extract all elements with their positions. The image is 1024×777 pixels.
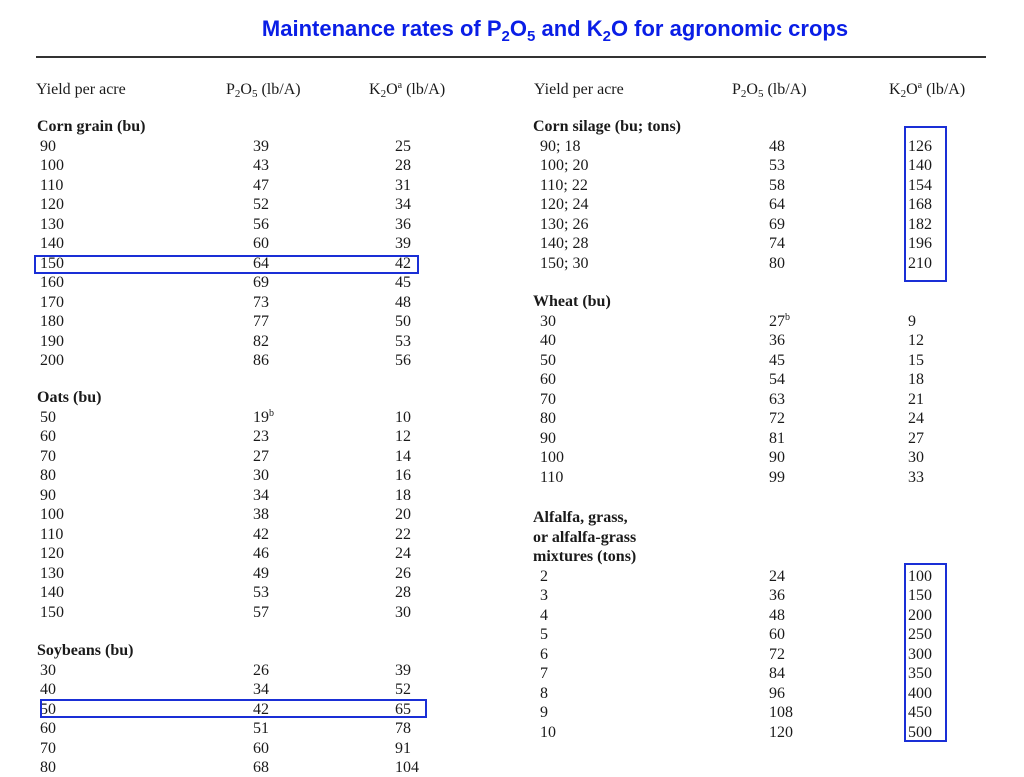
k2o-cell: 500 — [908, 723, 932, 741]
k2o-cell: 15 — [908, 351, 924, 369]
yield-cell: 80 — [540, 410, 556, 427]
k2o-cell: 30 — [908, 449, 924, 466]
p2o5-cell: 53 — [253, 584, 269, 601]
highlight-corn-silage-k2o — [904, 126, 947, 282]
k2o-cell: 22 — [395, 525, 411, 543]
section-title: Wheat (bu) — [533, 293, 611, 310]
k2o-cell: 12 — [395, 428, 411, 445]
yield-cell: 130 — [40, 564, 64, 582]
k2o-cell: 30 — [395, 603, 411, 621]
k2o-cell: 14 — [395, 447, 411, 465]
left-header-p2o5: $P_2O_5$ (lb/A) — [226, 81, 301, 100]
p2o5-cell: 99 — [769, 468, 785, 486]
p2o5-cell: 39 — [253, 137, 269, 155]
yield-cell: 140 — [40, 235, 64, 252]
p2o5-cell: 72 — [769, 410, 785, 427]
p2o5-cell: 36 — [769, 587, 785, 604]
k2o-cell: 27 — [908, 429, 924, 447]
yield-cell: 70 — [540, 390, 556, 408]
k2o-cell: 9 — [908, 312, 916, 330]
yield-cell: 6 — [540, 645, 548, 663]
yield-cell: 120; 24 — [540, 196, 589, 213]
k2o-cell: 39 — [395, 661, 411, 679]
yield-cell: 50 — [40, 700, 56, 718]
yield-cell: 100 — [540, 449, 564, 466]
yield-cell: 150 — [40, 603, 64, 621]
highlight-soybeans-50 — [40, 699, 427, 718]
yield-cell: 70 — [40, 447, 56, 465]
p2o5-cell: 54 — [769, 371, 785, 388]
p2o5-cell: 60 — [253, 235, 269, 252]
k2o-cell: 50 — [395, 313, 411, 330]
section-title: Oats (bu) — [37, 389, 102, 406]
k2o-cell: 39 — [395, 235, 411, 252]
k2o-cell: 196 — [908, 235, 932, 252]
p2o5-cell: 48 — [769, 606, 785, 624]
p2o5-cell: 108 — [769, 704, 793, 721]
yield-cell: 4 — [540, 606, 548, 624]
p2o5-cell: 72 — [769, 645, 785, 663]
p2o5-cell: 47 — [253, 176, 269, 194]
yield-cell: 2 — [540, 567, 548, 585]
p2o5-cell: 74 — [769, 235, 785, 252]
left-header-k2o: $K_2O^a$ (lb/A) — [369, 80, 446, 100]
p2o5-cell: 34 — [253, 486, 269, 504]
yield-cell: 60 — [40, 428, 56, 445]
k2o-cell: 53 — [395, 332, 411, 350]
k2o-cell: 182 — [908, 215, 932, 233]
right-header-p2o5: $P_2O_5$ (lb/A) — [732, 81, 807, 100]
yield-cell: 110; 22 — [540, 176, 588, 194]
section-title: Corn grain (bu) — [37, 118, 146, 135]
yield-cell: 5 — [540, 626, 548, 643]
footnote-marker: b — [785, 311, 790, 323]
k2o-cell: 24 — [395, 545, 411, 562]
p2o5-cell: 43 — [253, 157, 269, 174]
k2o-cell: 450 — [908, 704, 932, 721]
p2o5-cell: 63 — [769, 390, 785, 408]
yield-cell: 90 — [40, 137, 56, 155]
yield-cell: 9 — [540, 704, 548, 721]
k2o-cell: 168 — [908, 196, 932, 213]
k2o-cell: 18 — [395, 486, 411, 504]
p2o5-cell: 69 — [769, 215, 785, 233]
k2o-cell: 104 — [395, 759, 419, 776]
k2o-cell: 48 — [395, 293, 411, 311]
p2o5-cell: 64 — [253, 254, 269, 272]
k2o-cell: 52 — [395, 681, 411, 698]
p2o5-cell: 82 — [253, 332, 269, 350]
k2o-cell: 250 — [908, 626, 932, 643]
k2o-cell: 31 — [395, 176, 411, 194]
k2o-cell: 42 — [395, 254, 411, 272]
k2o-cell: 28 — [395, 157, 411, 174]
yield-cell: 130 — [40, 215, 64, 233]
left-header-yield: Yield per acre — [36, 81, 126, 98]
p2o5-cell: 38 — [253, 506, 269, 523]
p2o5-cell: 42 — [253, 525, 269, 543]
p2o5-cell — [253, 408, 274, 427]
yield-cell: 50 — [540, 351, 556, 369]
k2o-cell: 100 — [908, 567, 932, 585]
p2o5-cell: 27 — [253, 447, 269, 465]
yield-cell: 50 — [40, 408, 56, 426]
p2o5-cell: 120 — [769, 723, 793, 741]
yield-cell: 190 — [40, 332, 64, 350]
yield-cell: 170 — [40, 293, 64, 311]
header-rule — [36, 56, 986, 58]
yield-cell: 10 — [540, 723, 556, 741]
k2o-cell: 91 — [395, 739, 411, 757]
yield-cell: 3 — [540, 587, 548, 604]
yield-cell: 30 — [40, 661, 56, 679]
yield-cell: 90 — [540, 429, 556, 447]
yield-cell: 110 — [40, 525, 64, 543]
p2o5-cell: 51 — [253, 720, 269, 737]
yield-cell: 100 — [40, 157, 64, 174]
p2o5-cell: 48 — [769, 137, 785, 155]
k2o-cell: 24 — [908, 410, 924, 427]
p2o5-cell: 84 — [769, 665, 785, 682]
yield-cell: 160 — [40, 274, 64, 291]
k2o-cell: 26 — [395, 564, 411, 582]
k2o-cell: 126 — [908, 137, 932, 155]
p2o5-cell: 68 — [253, 759, 269, 776]
right-header-yield: Yield per acre — [534, 81, 624, 98]
yield-cell: 150; 30 — [540, 254, 589, 272]
p2o5-cell: 58 — [769, 176, 785, 194]
section-title: Soybeans (bu) — [37, 642, 134, 659]
yield-cell: 40 — [540, 332, 556, 349]
p2o5-cell — [769, 312, 790, 331]
p2o5-cell: 52 — [253, 196, 269, 213]
yield-cell: 30 — [540, 312, 556, 330]
p2o5-cell: 30 — [253, 467, 269, 484]
yield-cell: 130; 26 — [540, 215, 589, 233]
yield-cell: 120 — [40, 545, 64, 562]
p2o5-cell: 26 — [253, 661, 269, 679]
p2o5-cell: 57 — [253, 603, 269, 621]
k2o-cell: 200 — [908, 606, 932, 624]
p2o5-value: 19 — [253, 408, 269, 426]
yield-cell: 100; 20 — [540, 157, 589, 174]
k2o-cell: 65 — [395, 700, 411, 718]
yield-cell: 70 — [40, 739, 56, 757]
k2o-cell: 33 — [908, 468, 924, 486]
highlight-corn-150 — [34, 255, 419, 274]
p2o5-cell: 49 — [253, 564, 269, 582]
p2o5-cell: 73 — [253, 293, 269, 311]
k2o-cell: 56 — [395, 352, 411, 369]
yield-cell: 110 — [40, 176, 64, 194]
yield-cell: 100 — [40, 506, 64, 523]
yield-cell: 40 — [40, 681, 56, 698]
k2o-cell: 36 — [395, 215, 411, 233]
section-title: or alfalfa-grass — [533, 528, 637, 546]
yield-cell: 140; 28 — [540, 235, 589, 252]
k2o-cell: 34 — [395, 196, 411, 213]
yield-cell: 200 — [40, 352, 64, 369]
p2o5-cell: 36 — [769, 332, 785, 349]
p2o5-cell: 46 — [253, 545, 269, 562]
k2o-cell: 45 — [395, 274, 411, 291]
k2o-cell: 150 — [908, 587, 932, 604]
p2o5-cell: 77 — [253, 313, 269, 330]
right-header-k2o: $K_2O^a$ (lb/A) — [889, 80, 966, 100]
yield-cell: 60 — [540, 371, 556, 388]
k2o-cell: 154 — [908, 176, 932, 194]
p2o5-cell: 53 — [769, 157, 785, 174]
p2o5-cell: 90 — [769, 449, 785, 466]
yield-cell: 180 — [40, 313, 64, 330]
k2o-cell: 28 — [395, 584, 411, 601]
p2o5-cell: 24 — [769, 567, 785, 585]
k2o-cell: 16 — [395, 467, 411, 484]
yield-cell: 90 — [40, 486, 56, 504]
yield-cell: 8 — [540, 684, 548, 702]
k2o-cell: 21 — [908, 390, 924, 408]
section-title: Corn silage (bu; tons) — [533, 118, 682, 135]
footnote-marker: b — [269, 407, 274, 419]
yield-cell: 80 — [40, 759, 56, 776]
k2o-cell: 10 — [395, 408, 411, 426]
p2o5-cell: 80 — [769, 254, 785, 272]
yield-cell: 80 — [40, 467, 56, 484]
p2o5-cell: 23 — [253, 428, 269, 445]
k2o-cell: 140 — [908, 157, 932, 174]
k2o-cell: 210 — [908, 254, 932, 272]
p2o5-cell: 45 — [769, 351, 785, 369]
yield-cell: 140 — [40, 584, 64, 601]
p2o5-cell: 34 — [253, 681, 269, 698]
section-title: Alfalfa, grass, — [533, 509, 628, 526]
k2o-cell: 78 — [395, 720, 411, 737]
p2o5-cell: 81 — [769, 429, 785, 447]
highlight-alfalfa-k2o — [904, 563, 947, 742]
p2o5-cell: 42 — [253, 700, 269, 718]
yield-cell: 60 — [40, 720, 56, 737]
yield-cell: 90; 18 — [540, 137, 581, 155]
page-title: Maintenance rates of $P_2O_5$ and $K_2O$ for agronomic crops — [261, 16, 849, 45]
k2o-cell: 20 — [395, 506, 411, 523]
yield-cell: 150 — [40, 254, 64, 272]
p2o5-cell: 56 — [253, 215, 269, 233]
p2o5-cell: 69 — [253, 274, 269, 291]
p2o5-cell: 60 — [769, 626, 785, 643]
yield-cell: 120 — [40, 196, 64, 213]
section-title: mixtures (tons) — [533, 548, 637, 565]
yield-cell: 7 — [540, 665, 548, 682]
p2o5-value: 27 — [769, 312, 785, 330]
k2o-cell: 12 — [908, 332, 924, 349]
yield-cell: 110 — [540, 468, 564, 486]
k2o-cell: 300 — [908, 645, 932, 663]
k2o-cell: 400 — [908, 684, 932, 702]
k2o-cell: 350 — [908, 665, 932, 682]
k2o-cell: 18 — [908, 371, 924, 388]
p2o5-cell: 60 — [253, 739, 269, 757]
k2o-cell: 25 — [395, 137, 411, 155]
p2o5-cell: 64 — [769, 196, 785, 213]
p2o5-cell: 96 — [769, 684, 785, 702]
p2o5-cell: 86 — [253, 352, 269, 369]
